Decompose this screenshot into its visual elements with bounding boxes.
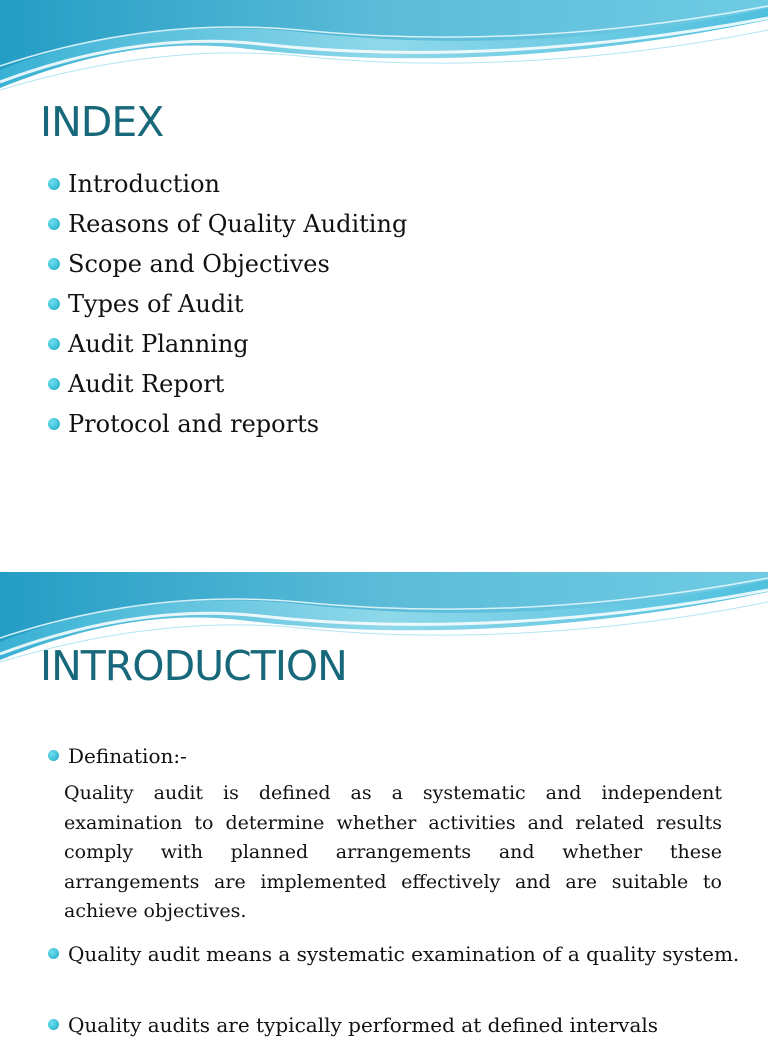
list-item: Introduction xyxy=(48,168,407,208)
list-item: Audit Planning xyxy=(48,328,407,368)
bullet-dot-icon xyxy=(48,178,60,190)
bullet-dot-icon xyxy=(48,948,59,959)
list-item: Audit Report xyxy=(48,368,407,408)
bullet-dot-icon xyxy=(48,298,60,310)
bullet-dot-icon xyxy=(48,258,60,270)
slide-title: INTRODUCTION xyxy=(40,642,347,690)
definition-paragraph: Quality audit is defined as a systematic and independent examination to determine whether activities and related results comply with planned arrangements and whether these arrangements are implemented effectively and are suitable to achieve objectives. xyxy=(64,782,722,922)
slide-introduction xyxy=(0,512,768,1037)
slide-title: INDEX xyxy=(40,98,164,146)
intro-list xyxy=(48,742,728,784)
bullet-dot-icon xyxy=(48,1019,59,1030)
slide-index xyxy=(0,0,768,512)
index-list xyxy=(48,168,407,448)
list-item: Reasons of Quality Auditing xyxy=(48,208,407,248)
list-item: Quality audit means a systematic examination of a quality system. xyxy=(48,940,768,969)
list-item: Quality audits are typically performed at defined intervals xyxy=(48,1011,768,1040)
bullet-dot-icon xyxy=(48,378,60,390)
list-item: Types of Audit xyxy=(48,288,407,328)
list-item: Defination:- xyxy=(48,742,728,784)
list-item: Protocol and reports xyxy=(48,408,407,448)
bullet-dot-icon xyxy=(48,418,60,430)
bullet-dot-icon xyxy=(48,750,59,761)
bullet-dot-icon xyxy=(48,218,60,230)
list-item: Scope and Objectives xyxy=(48,248,407,288)
wave-header-graphic xyxy=(0,0,768,100)
bullet-dot-icon xyxy=(48,338,60,350)
